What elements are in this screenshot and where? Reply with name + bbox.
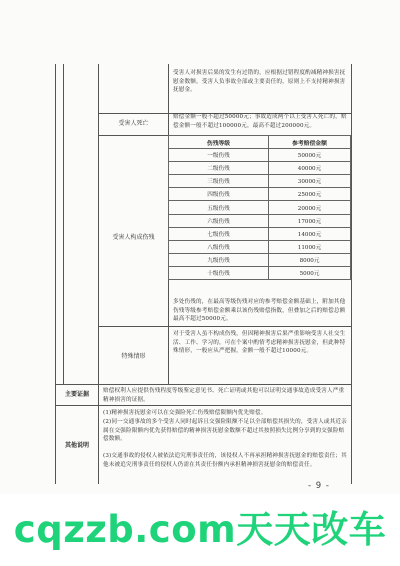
table-row [169, 266, 351, 279]
multi-disability-text: 多处伤残的，在最高等级伤残对应的参考赔偿金额基础上，附加其他伤残等级参考赔偿金额乘以该伤残赔偿指数，但叠加之后的赔偿总额最高不超过50000元。 [173, 299, 346, 323]
table-row [169, 188, 351, 201]
header-amount: 参考赔偿金额 [269, 136, 351, 149]
site-watermark: cqzzb.com天天改车 [0, 494, 400, 566]
table-header-row [169, 136, 351, 149]
row-sep-5 [55, 405, 351, 406]
amount-cell: 11000元 [269, 240, 351, 253]
table-row [169, 240, 351, 253]
amount-cell: 14000元 [269, 227, 351, 240]
table-row [169, 162, 351, 175]
table-row [169, 253, 351, 266]
row-sep-4 [55, 384, 351, 385]
table-row [169, 227, 351, 240]
evidence-text: 赔偿权利人应提供伤残程度等级鉴定意见书、死亡证明或其他可以证明交通事故造成受害人严重精神损害的证据。 [103, 388, 345, 403]
grade-cell: 五级伤残 [169, 201, 269, 214]
special-case-label: 特殊情形 [121, 353, 146, 360]
grade-cell: 七级伤残 [169, 227, 269, 240]
note-item: (3)交通事故的侵权人被依法追究刑事责任的，该侵权人不再承担精神损害抚慰金的赔偿责任；其他未被追究刑事责任的侵权人仍需在其责任份额内承担精神损害抚慰金的赔偿责任。 [103, 453, 347, 468]
grade-cell: 四级伤残 [169, 188, 269, 201]
grade-cell: 八级伤残 [169, 240, 269, 253]
note-item: (1)精神损害抚慰金可以在交强险死亡伤残赔偿限额内优先赔偿。 [103, 410, 267, 416]
table-border-left [55, 64, 56, 484]
disability-compensation-table [168, 135, 351, 280]
table-border-col1 [63, 64, 64, 384]
amount-cell: 50000元 [269, 149, 351, 162]
amount-cell: 17000元 [269, 214, 351, 227]
evidence-label: 主要证据 [64, 391, 89, 398]
grade-cell: 六级伤残 [169, 214, 269, 227]
note-item: (2)同一交通事故的多个受害人同时起诉且交强险限额不足以全部赔偿其损失的，受害人或其近亲属在交强险限额内优先获得赔偿的精神损害抚慰金数额不超过其按照损失比例分享到的交强险赔偿数额。 [103, 419, 347, 443]
amount-cell: 20000元 [269, 201, 351, 214]
amount-cell: 8000元 [269, 253, 351, 266]
table-row [169, 149, 351, 162]
fault-reduction-text: 受害人对损害后果的发生有过错的，应根据过错程度酌减精神损害抚慰金数额。受害人负事故全部或主要责任的，原则上不支持精神损害抚慰金。 [173, 70, 346, 94]
special-case-text: 对于受害人虽不构成伤残，但因精神损害后果严重影响受害人社交生活、工作、学习的，可在个案中酌情考虑精神损害抚慰金，但此种特殊情形，一般应从严把握，金额一般不超过10000元。 [173, 331, 346, 355]
grade-cell: 一级伤残 [169, 149, 269, 162]
other-notes-label: 其他说明 [64, 442, 89, 449]
grade-cell: 十级伤残 [169, 266, 269, 279]
table-row [169, 175, 351, 188]
table-row [169, 201, 351, 214]
header-grade: 伤残等级 [169, 136, 269, 149]
amount-cell: 5000元 [269, 266, 351, 279]
grade-cell: 三级伤残 [169, 175, 269, 188]
page-number: - 9 - [308, 481, 330, 491]
disability-label: 受害人构成伤残 [112, 234, 155, 241]
death-label: 受害人死亡 [118, 120, 149, 127]
grade-cell: 九级伤残 [169, 253, 269, 266]
amount-cell: 40000元 [269, 162, 351, 175]
table-row [169, 214, 351, 227]
grade-cell: 二级伤残 [169, 162, 269, 175]
death-compensation-text: 赔偿金额一般不超过50000元；事故造成两个以上受害人死亡的，赔偿金额一般不超过100000元，最高不超过200000元。 [173, 114, 347, 129]
row-sep-3 [98, 326, 351, 327]
table-border-right [351, 64, 352, 484]
amount-cell: 30000元 [269, 175, 351, 188]
amount-cell: 25000元 [269, 188, 351, 201]
